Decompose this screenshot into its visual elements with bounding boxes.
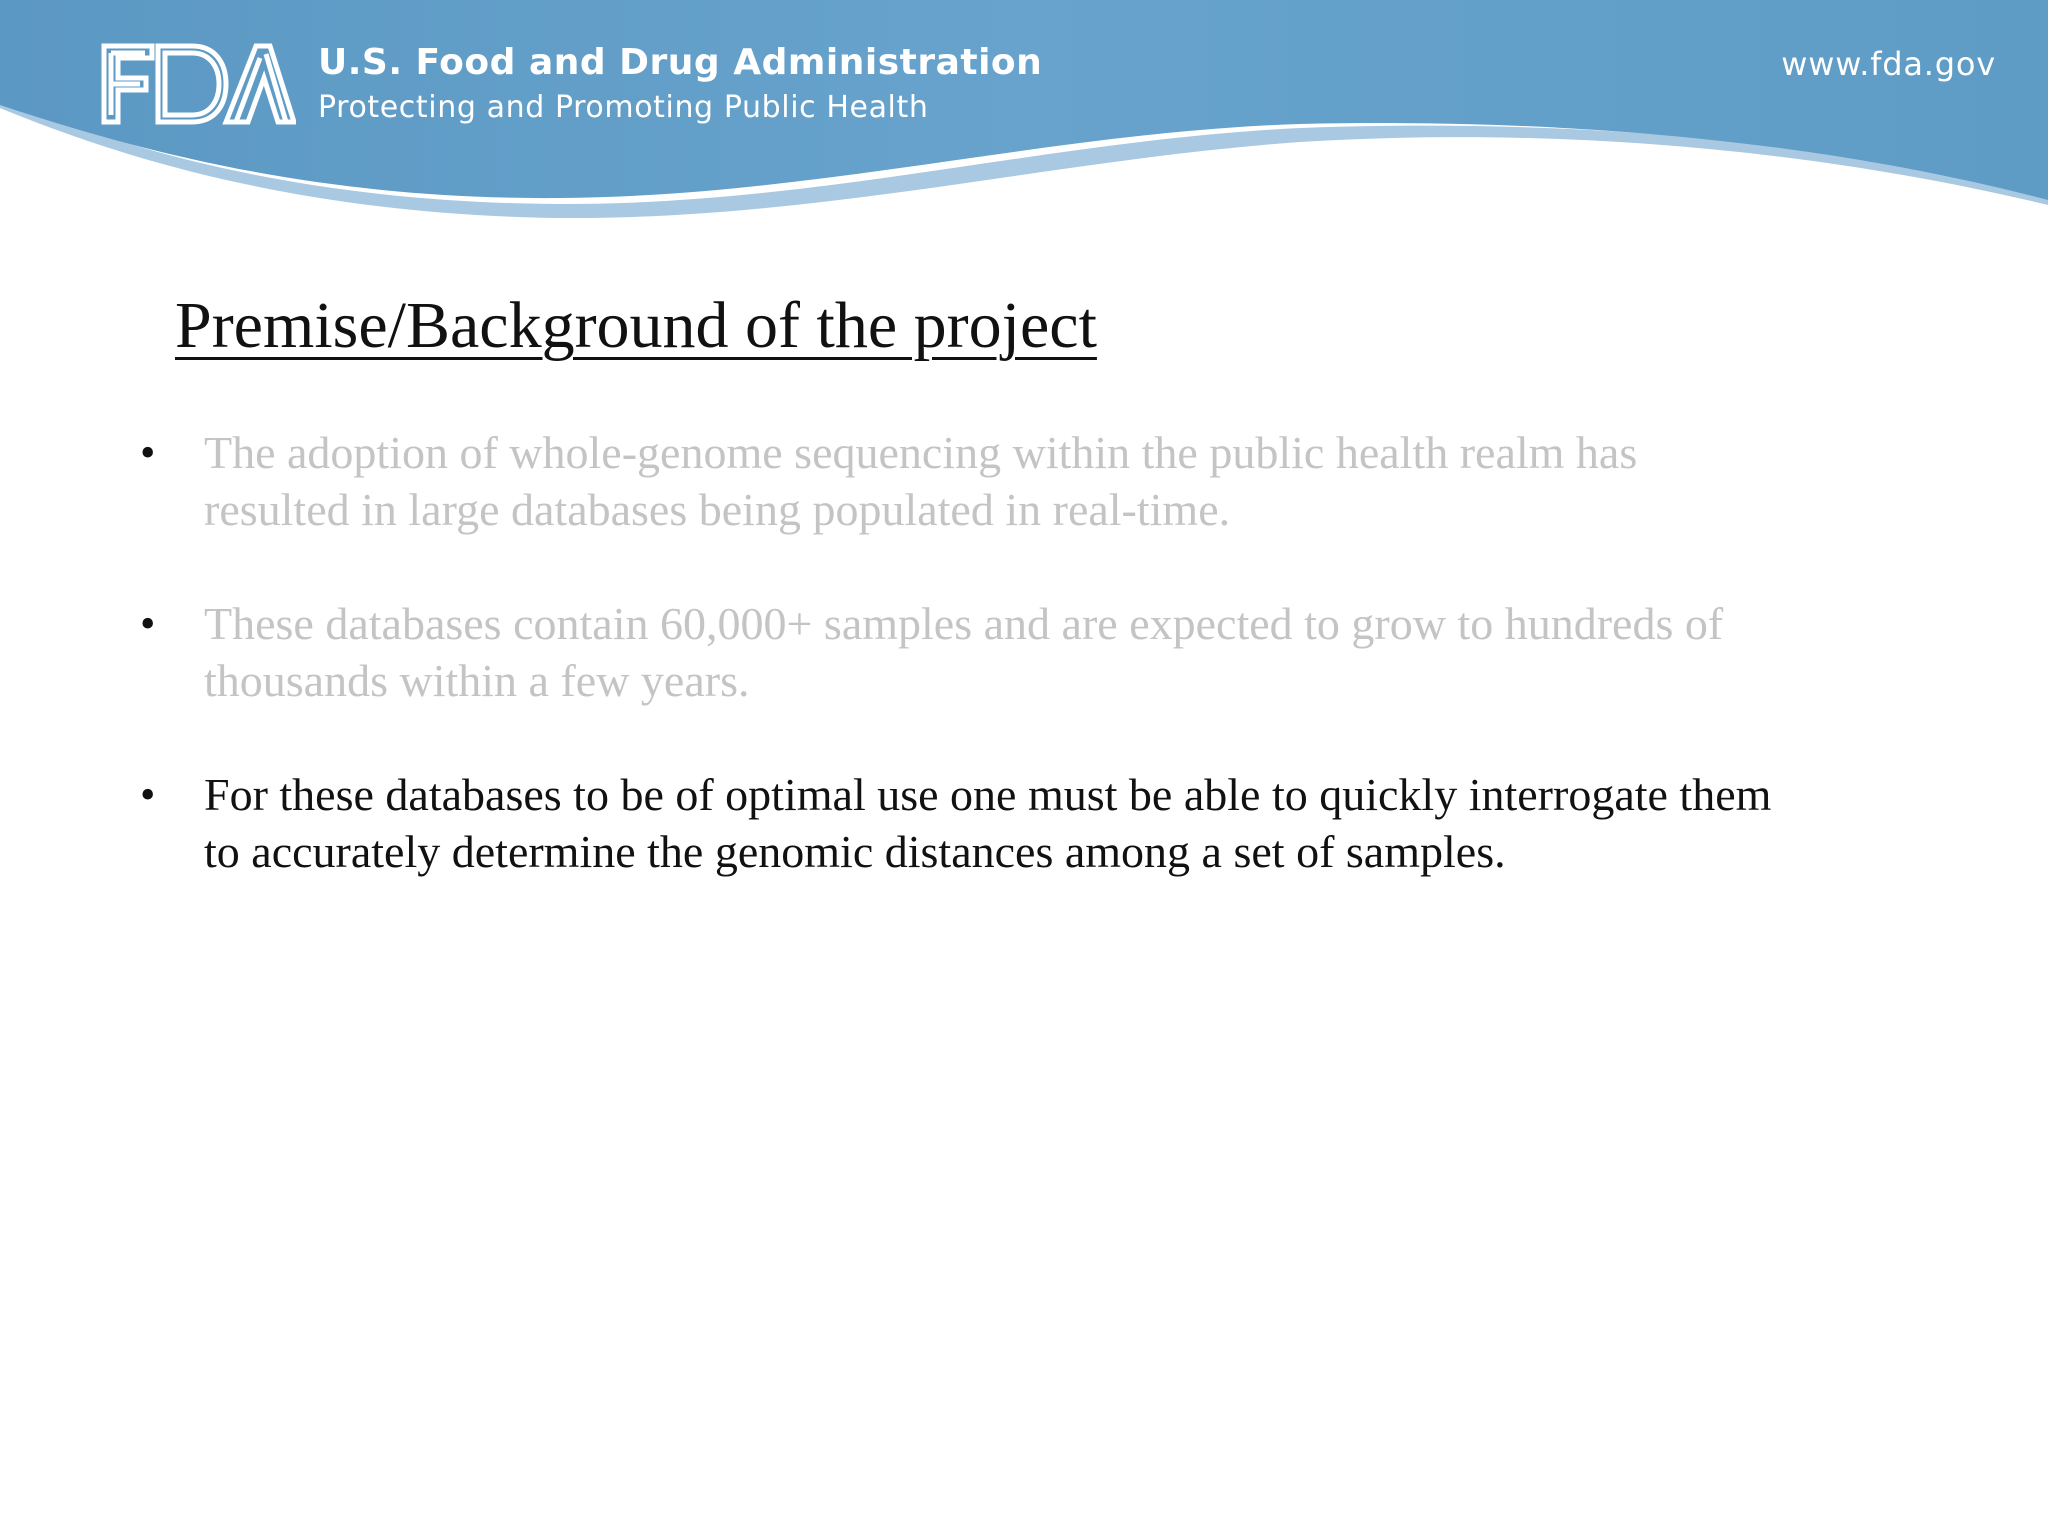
agency-tagline: Protecting and Promoting Public Health [318,90,929,125]
site-url: www.fda.gov [1781,45,1996,83]
bullet-text: The adoption of whole-genome sequencing within the public health realm has resulted in large databases being populated in real-time. [204,427,1638,535]
bullet-text: For these databases to be of optimal use one must be able to quickly interrogate them to accurately determine the genomic distances among a set of samples. [204,769,1772,877]
bullet-marker: • [140,599,156,648]
header-banner [0,0,2048,240]
fda-logo [100,42,296,126]
bullet-marker: • [140,770,156,819]
slide-title: Premise/Background of the project [175,289,1097,362]
bullet-marker: • [140,428,156,477]
bullet-text: These databases contain 60,000+ samples and are expected to grow to hundreds of thousands within a few years. [204,598,1724,706]
agency-name: U.S. Food and Drug Administration [318,42,1043,83]
